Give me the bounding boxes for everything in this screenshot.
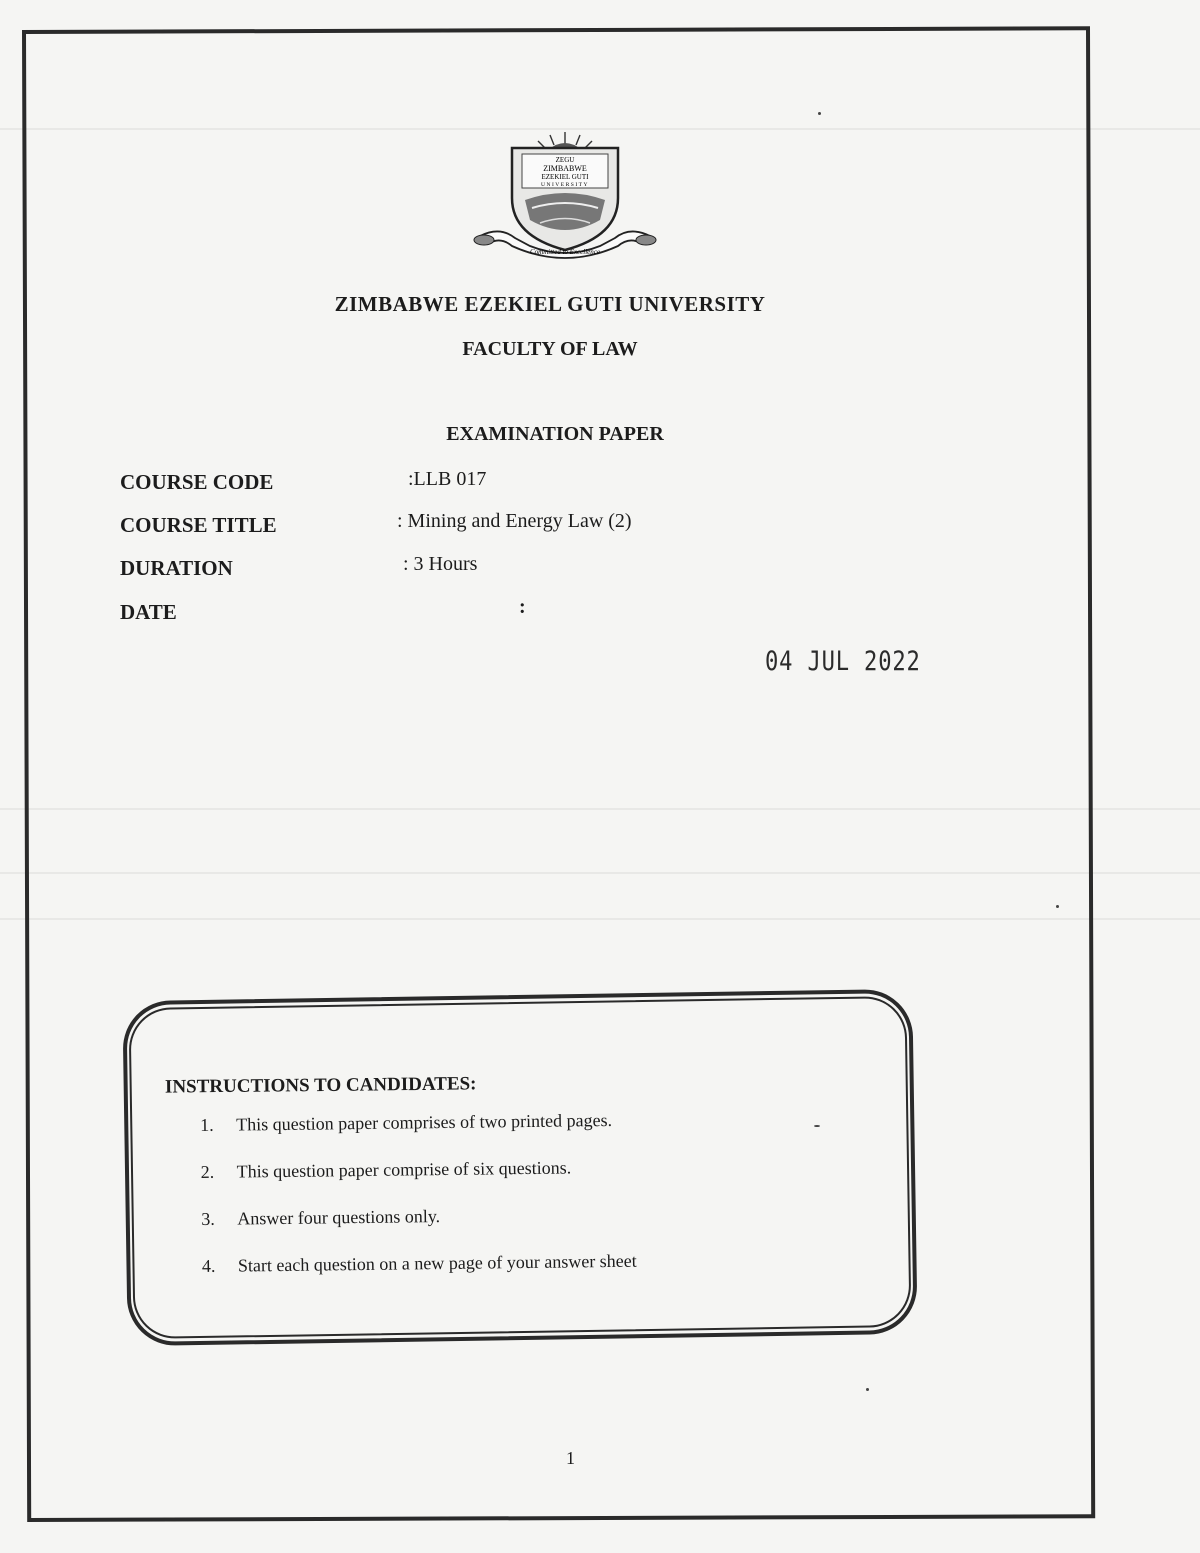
page-number: 1 bbox=[566, 1448, 575, 1468]
instructions-list bbox=[200, 1107, 637, 1300]
list-item-text: Start each question on a new page of your answer sheet bbox=[237, 1250, 637, 1276]
course-title-label: COURSE TITLE bbox=[120, 513, 277, 537]
crest-text: ZEGU bbox=[555, 156, 575, 164]
university-name: ZIMBABWE EZEKIEL GUTI UNIVERSITY bbox=[334, 292, 766, 316]
list-item-number: 4. bbox=[201, 1255, 216, 1276]
list-item-text: This question paper comprise of six questions. bbox=[236, 1157, 572, 1182]
list-item bbox=[201, 1201, 636, 1253]
course-code-label: COURSE CODE bbox=[120, 470, 274, 494]
list-item-number: 2. bbox=[200, 1161, 215, 1182]
list-item-number: 3. bbox=[201, 1208, 215, 1229]
crest-motto: Committed to Excellence bbox=[530, 248, 600, 256]
scan-speck bbox=[814, 1125, 820, 1127]
scan-speck bbox=[1056, 905, 1059, 908]
crest-text: UNIVERSITY bbox=[541, 182, 589, 188]
list-item bbox=[200, 1107, 635, 1159]
course-title-value: : Mining and Energy Law (2) bbox=[397, 510, 632, 532]
scan-speck bbox=[866, 1388, 869, 1391]
instructions-title: INSTRUCTIONS TO CANDIDATES: bbox=[164, 1073, 477, 1098]
university-crest-logo bbox=[470, 128, 660, 268]
date-value: : bbox=[519, 596, 526, 618]
date-stamp: 04 JUL 2022 bbox=[765, 646, 921, 677]
list-item bbox=[201, 1154, 636, 1206]
faculty-name: FACULTY OF LAW bbox=[462, 338, 638, 360]
crest-text: EZEKIEL GUTI bbox=[541, 173, 589, 181]
crest-text: ZIMBABWE bbox=[543, 164, 587, 173]
list-item bbox=[202, 1248, 637, 1300]
duration-value: : 3 Hours bbox=[403, 553, 478, 575]
scan-speck bbox=[818, 112, 821, 115]
date-label: DATE bbox=[120, 600, 177, 624]
document-type: EXAMINATION PAPER bbox=[446, 423, 664, 445]
course-code-value: :LLB 017 bbox=[408, 468, 487, 490]
duration-label: DURATION bbox=[120, 556, 233, 580]
list-item-text: Answer four questions only. bbox=[237, 1206, 441, 1229]
list-item-number: 1. bbox=[200, 1114, 214, 1135]
list-item-text: This question paper comprises of two printed pages. bbox=[236, 1109, 613, 1135]
